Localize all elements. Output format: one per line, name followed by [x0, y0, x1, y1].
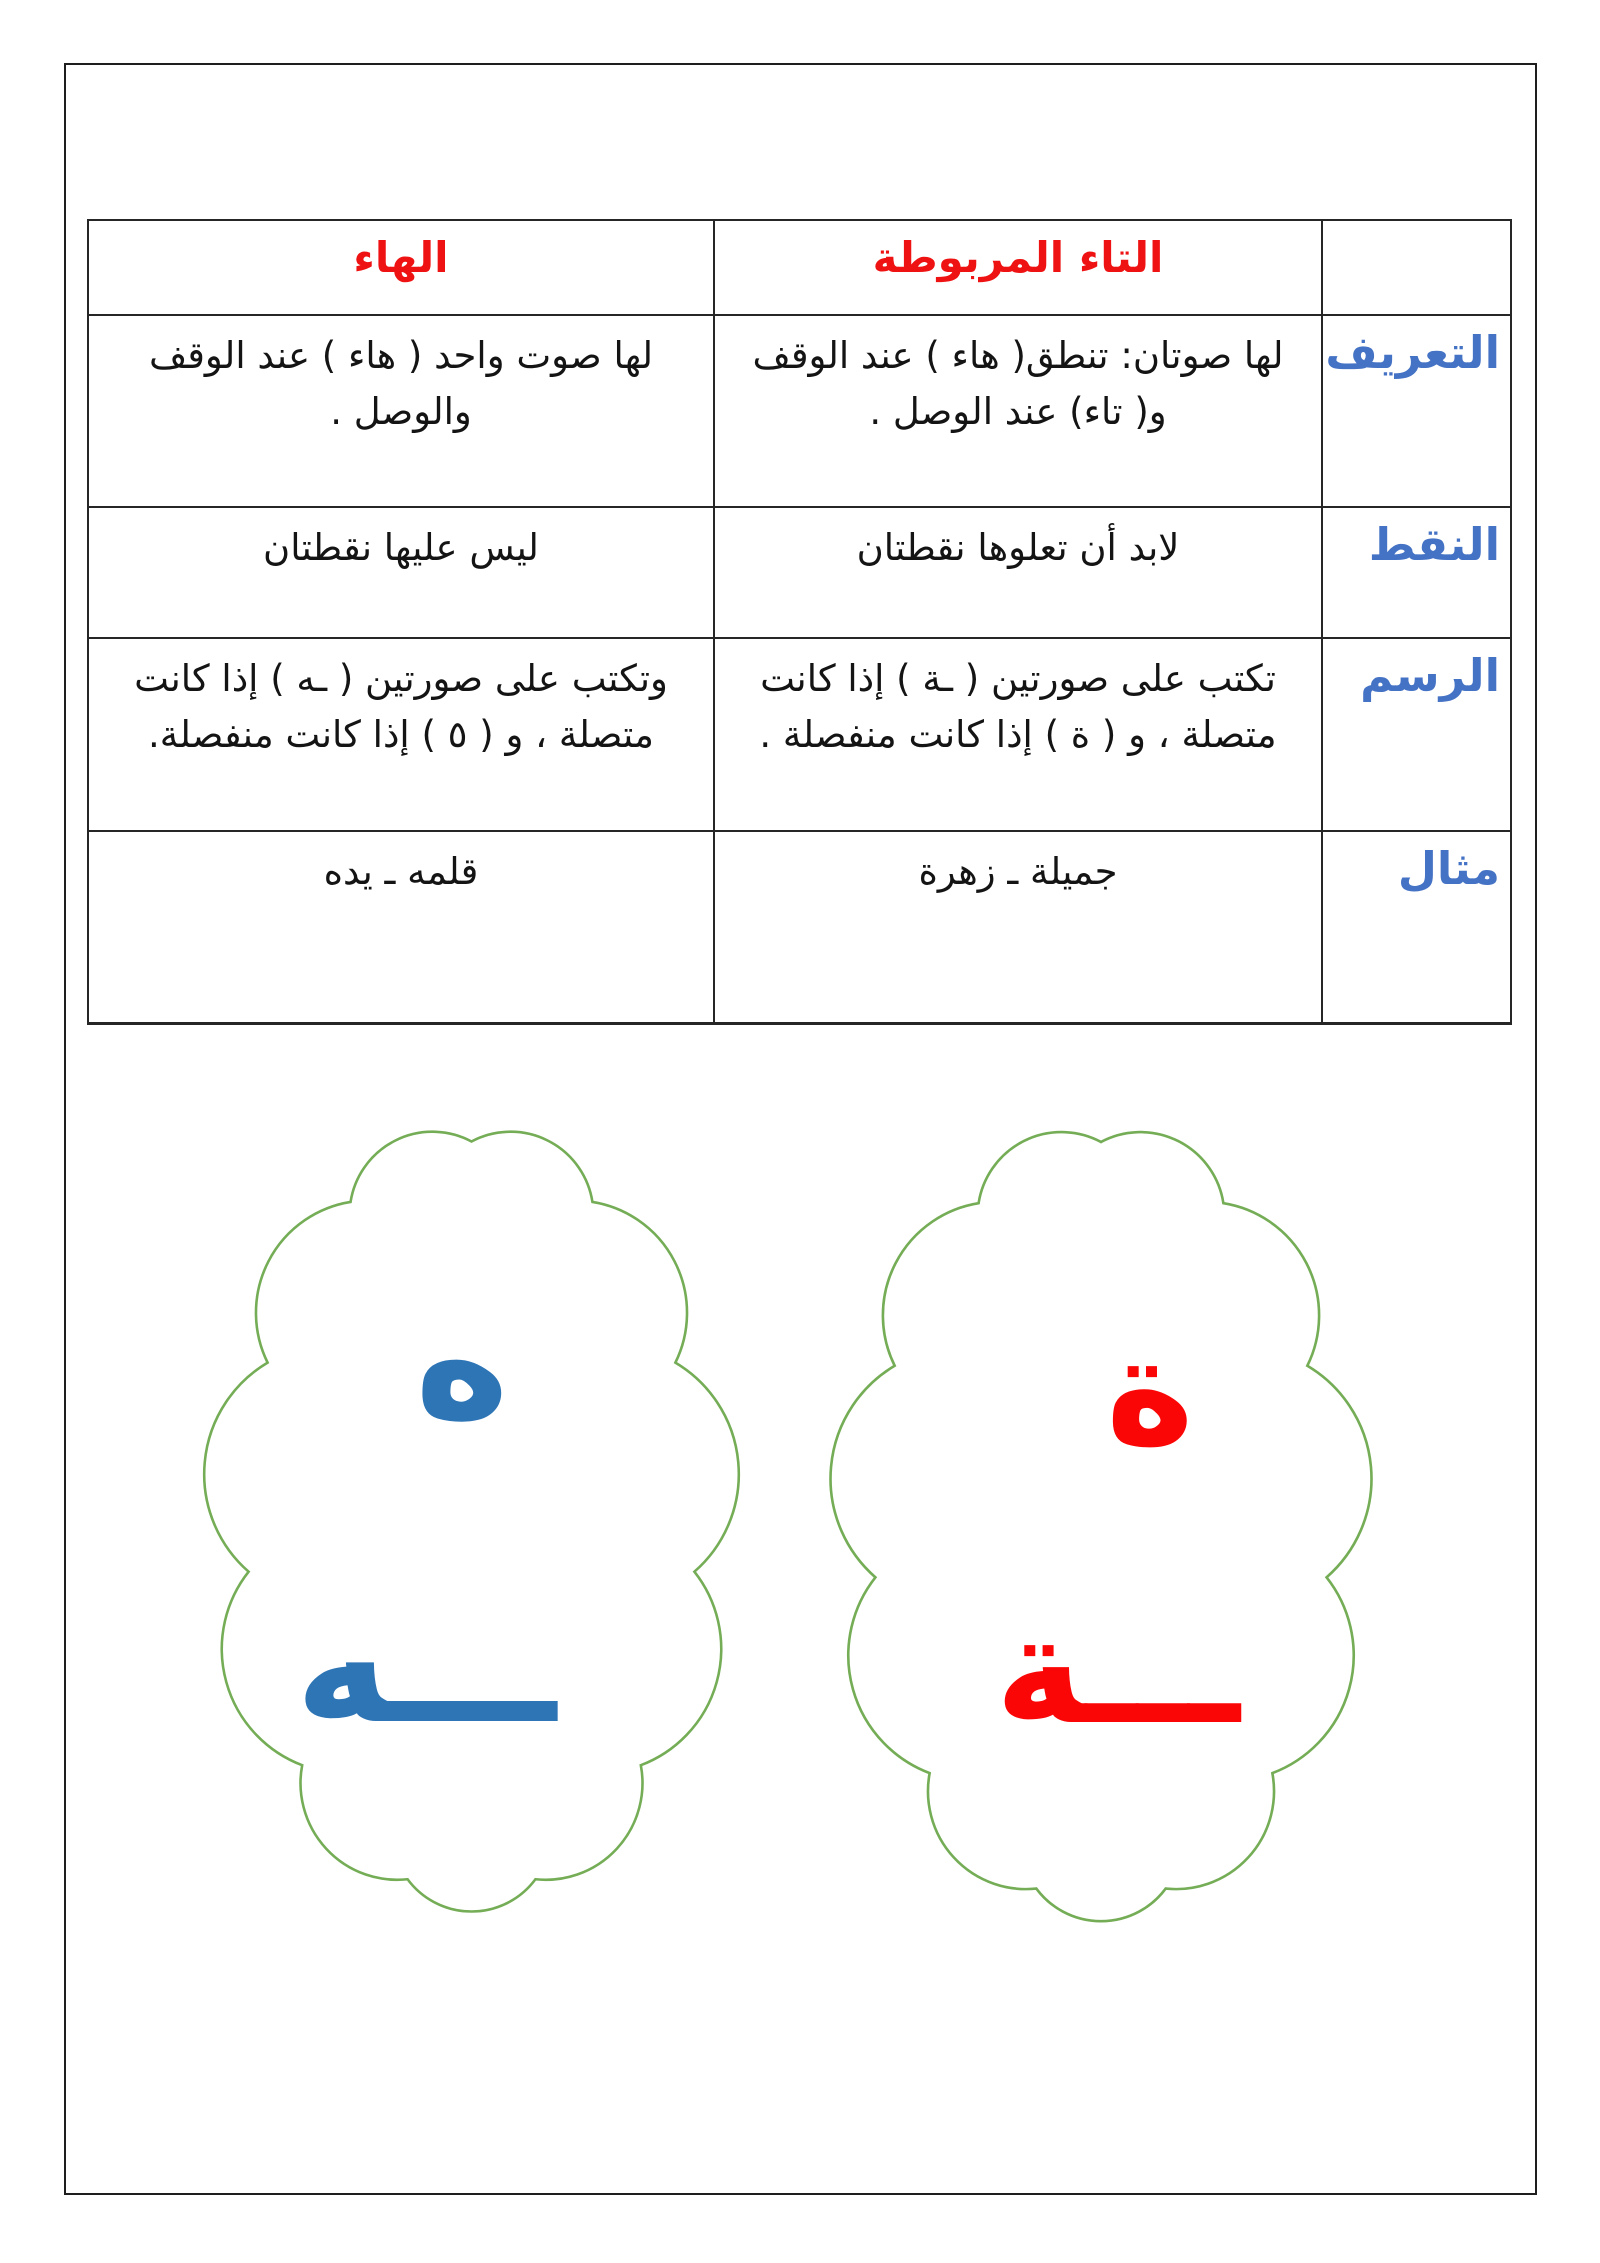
cell-example-taa: جميلة ـ زهرة	[714, 831, 1322, 1023]
cell-writing-haa: وتكتب على صورتين ( ـه ) إذا كانت متصلة ، و ( ٥ ) إذا كانت منفصلة.	[88, 638, 714, 831]
cell-writing-taa: تكتب على صورتين ( ـة ) إذا كانت متصلة ، و ( ة ) إذا كانت منفصلة .	[714, 638, 1322, 831]
table-row-example	[88, 831, 1511, 1023]
column-header-taa-marbuta: التاء المربوطة	[714, 220, 1322, 315]
haa-connected-glyph: ـــه	[295, 1572, 557, 1759]
comparison-table	[87, 219, 1512, 1025]
table-row-definition	[88, 315, 1511, 507]
row-label-dots: النقط	[1322, 507, 1511, 638]
table-row-writing	[88, 638, 1511, 831]
table-row-dots	[88, 507, 1511, 638]
cloud-outline	[204, 1132, 739, 1912]
cell-definition-taa: لها صوتان: تنطق( هاء ) عند الوقف و( تاء) عند الوصل .	[714, 315, 1322, 507]
row-label-example: مثال	[1322, 831, 1511, 1023]
haa-isolated-glyph: ه	[414, 1268, 510, 1455]
taa-isolated-glyph: ة	[1105, 1305, 1195, 1479]
taa-marbuta-cloud	[815, 1100, 1387, 1948]
cell-definition-haa: لها صوت واحد ( هاء ) عند الوقف والوصل .	[88, 315, 714, 507]
row-label-definition: التعريف	[1322, 315, 1511, 507]
cell-example-haa: قلمه ـ يده	[88, 831, 714, 1023]
cell-dots-taa: لابد أن تعلوها نقطتان	[714, 507, 1322, 638]
taa-connected-glyph: ـــة	[995, 1584, 1240, 1758]
header-row	[88, 220, 1511, 315]
haa-cloud	[195, 1100, 748, 1938]
cloud-outline	[831, 1132, 1372, 1921]
cloud-shape	[195, 1100, 748, 1938]
header-label-spacer	[1322, 220, 1511, 315]
column-header-haa: الهاء	[88, 220, 714, 315]
row-label-writing: الرسم	[1322, 638, 1511, 831]
cloud-shape	[815, 1100, 1387, 1948]
cell-dots-haa: ليس عليها نقطتان	[88, 507, 714, 638]
